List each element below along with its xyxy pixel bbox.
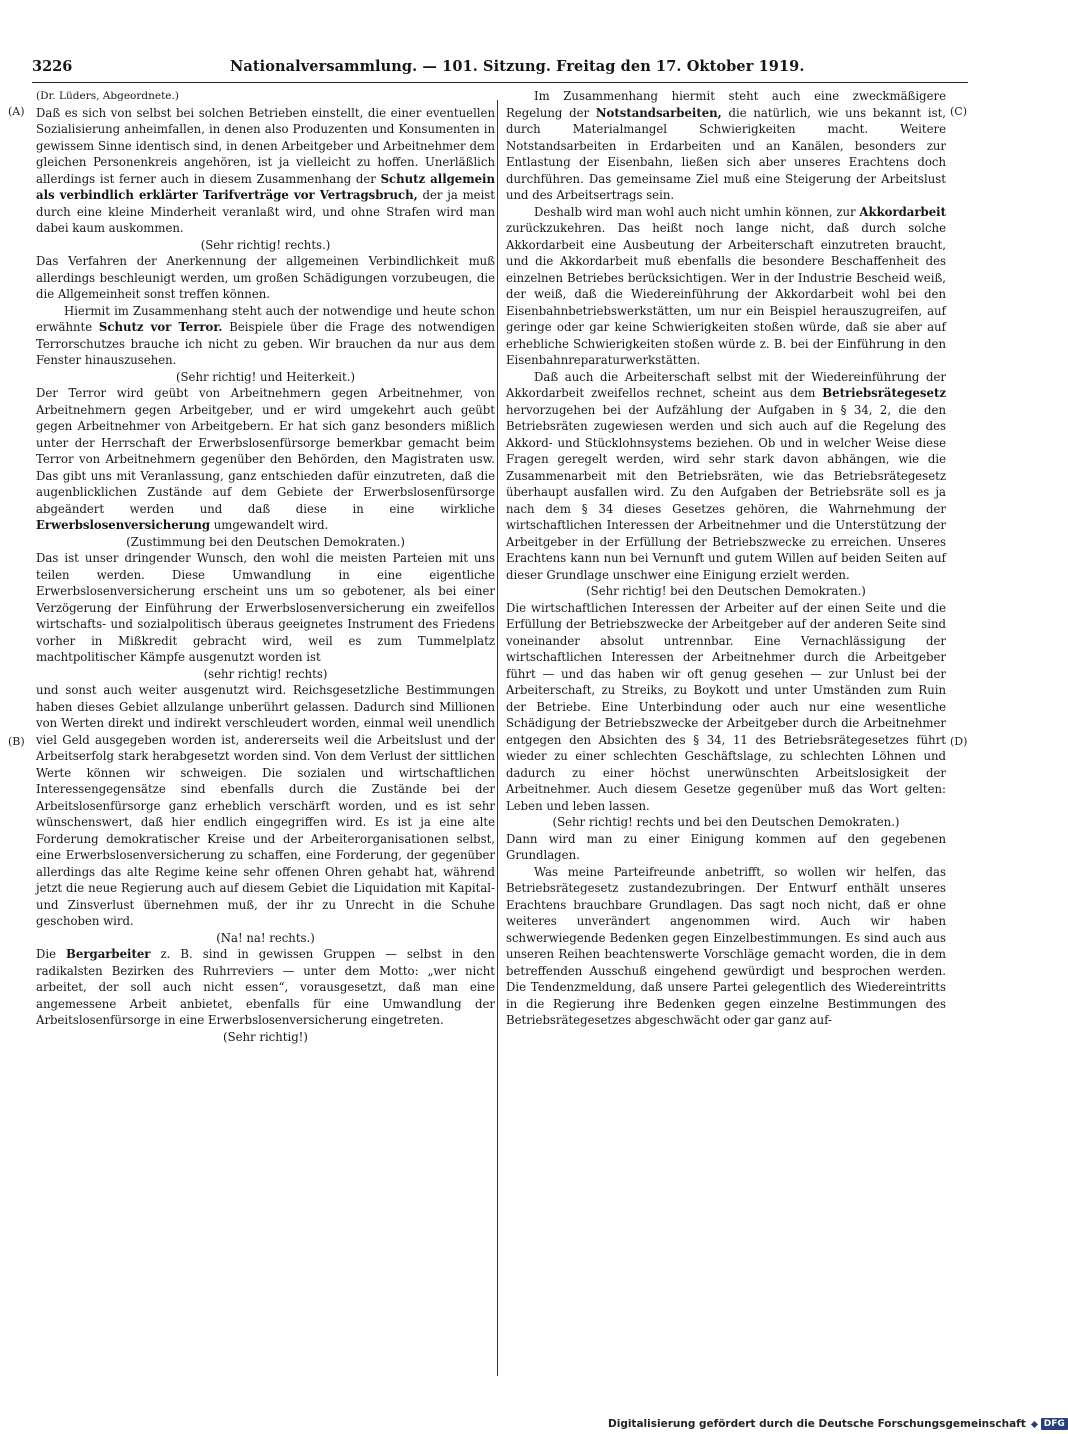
paragraph: Das ist unser dringender Wunsch, den wohl die meisten Parteien mit uns teilen werden. Diese Umwandlung in eine eigentliche Erwerbslosenversicherung erscheint uns um so gebotener, als bei einer Verzögerung der Einführung der Erwerbslosenversicherung ein zweifellos wirtschafts- und sozialpolitisch überaus geeignetes Instrument des Friedens vorher in Mißkredit gebracht wird, weil es zum Tummelplatz machtpolitischer Kämpfe ausgenutzt worden ist: [36, 551, 495, 664]
interjection: (Sehr richtig! rechts und bei den Deutschen Demokraten.): [552, 815, 900, 829]
margin-mark-b: (B): [8, 735, 25, 748]
paragraph: Deshalb wird man wohl auch nicht umhin können, zur Akkordarbeit zurückzukehren. Das heißt noch lange nicht, daß durch solche Akkordarbeit eine Ausbeutung der Arbeiterschaft einzutreten braucht, und die Akkordarbeit muß ebenfalls die besondere Beschaffenheit des einzelnen Betriebes berücksichtigen. Wer in der Industrie Bescheid weiß, der weiß, daß die Wiedereinführung der Akkordarbeit wohl bei den Eisenbahnbetriebswerkstätten, um nur ein Beispiel herauszugreifen, auf geringe oder gar keine Schwierigkeiten stoßen würde, daß sie aber auf erhebliche Schwierigkeiten stoßen würde z. B. bei der Einführung in den Eisenbahnreparaturwerkstätten.: [506, 204, 946, 367]
column-rule: [497, 100, 498, 1376]
page-header: [32, 58, 968, 82]
interjection: (Sehr richtig! und Heiterkeit.): [175, 369, 356, 384]
paragraph: Die wirtschaftlichen Interessen der Arbeiter auf der einen Seite und die Erfüllung der Betriebszwecke der Arbeitgeber auf der anderen Seite sind voneinander absolut untrennbar. Eine Vernachlässigung der wirtschaftlichen Interessen der Arbeitnehmer durch die Arbeitgeber führt — und das haben wir oft genug gesehen — zur Unlust bei der Arbeiterschaft, zu Streiks, zu Boykott und unter Umständen zum Ruin der Betriebe. Eine Unterbindung oder auch nur eine wesentliche Schädigung der Betriebszwecke der Arbeitgeber durch die Arbeitnehmer entgegen den Absichten des § 34, 11 des Betriebsrätegesetzes führt wieder zu einer schlechten Geschäftslage, zu schlechten Löhnen und dadurch zu einer höchst unerwünschten Arbeitslosigkeit der Arbeitnehmer. Auch diesem Gesetze gegenüber muß das Wort gelten: Leben und leben lassen.: [506, 600, 946, 813]
running-head: Nationalversammlung. — 101. Sitzung. Freitag den 17. Oktober 1919.: [230, 58, 805, 75]
emphasis: Akkordarbeit: [859, 204, 946, 219]
emphasis: Betriebsrätegesetz: [822, 386, 946, 400]
speaker-label: (Dr. Lüders, Abgeordnete.): [36, 90, 179, 102]
footer-text: Digitalisierung gefördert durch die Deutsche Forschungsgemeinschaft: [608, 1418, 1026, 1430]
emphasis: Schutz vor Terror.: [98, 320, 223, 334]
interjection: (Sehr richtig!): [223, 1029, 308, 1044]
paragraph: Das Verfahren der Anerkennung der allgemeinen Verbindlichkeit muß allerdings beschleunigt werden, um großen Schädigungen vorzubeugen, die die Allgemeinheit sonst treffen können.: [36, 254, 495, 301]
emphasis: Bergarbeiter: [66, 947, 151, 961]
margin-mark-a: (A): [8, 105, 25, 118]
paragraph: Dann wird man zu einer Einigung kommen auf den gegebenen Grundlagen.: [506, 831, 946, 862]
interjection: (Na! na! rechts.): [216, 930, 315, 945]
margin-mark-d: (D): [950, 735, 968, 748]
paragraph: Daß auch die Arbeiterschaft selbst mit der Wiedereinführung der Akkordarbeit zweifellos rechnet, scheint aus dem Betriebsrätegesetz hervorzugehen bei der Aufzählung der Aufgaben in § 34, 2, die den Betriebsräten zugewiesen werden und sich auch auf die Regelung des Akkord- und Stücklohnsystems beziehen. Ob und in welcher Weise diese Fragen geregelt werden, wird sehr stark davon abhängen, wie die Zusammenarbeit mit den Betriebsräten, wie das Betriebsrätegesetz überhaupt ausfallen wird. Zu den Aufgaben der Betriebsräte soll es ja nach dem § 34 dieses Gesetzes gehören, die Wahrnehmung der wirtschaftlichen Interessen der Arbeitnehmer und die Unterstützung der Arbeitgeber in der Erfüllung der Betriebszwecke zu erreichen. Unseres Erachtens kann nun bei Vernunft und gutem Willen auf beiden Seiten auf dieser Grundlage unschwer eine Einigung erzielt werden.: [506, 369, 946, 582]
right-column: [506, 88, 946, 1388]
dfg-logo: DFG: [1041, 1418, 1068, 1430]
page-number: 3226: [32, 58, 73, 75]
paragraph: und sonst auch weiter ausgenutzt wird. Reichsgesetzliche Bestimmungen haben dieses Gebiet allzulange unberührt gelassen. Dadurch sind Millionen von Werten direkt und indirekt verschleudert worden, einmal weil unendlich viel Geld ausgegeben worden ist, andererseits weil die Arbeitslust und der Arbeitserfolg stark herabgesetzt worden sind. Von dem Verlust der sittlichen Werte können wir schweigen. Die sozialen und wirtschaftlichen Interessengegensätze sind ebenfalls durch die Zustände bei der Arbeitslosenfürsorge ganz erheblich verschärft worden, und es ist sehr wünschenswert, daß hier endlich eingegriffen wird. Es ist ja eine alte Forderung demokratischer Kreise und der Arbeiterorganisationen selbst, eine Erwerbslosenversicherung zu schaffen, eine Forderung, der gegenüber allerdings das alte Regime keine sehr offenen Ohren gehabt hat, während jetzt die neue Regierung auch auf diesem Gebiet die Liquidation mit Kapital- und Zinsverlust übernehmen muß, der ihr zu Unrecht in die Schuhe geschoben wird.: [36, 683, 495, 928]
paragraph: Daß es sich von selbst bei solchen Betrieben einstellt, die einer eventuellen Sozialisierung anheimfallen, in denen also Produzenten und Konsumenten in gewissem Sinne identisch sind, in denen Arbeitgeber und Arbeitnehmer dem gleichen Personenkreis angehören, ist ja vielleicht zu hoffen. Unerläßlich allerdings ist ferner auch in diesem Zusammenhang der Schutz allgemein als verbindlich erklärter Tarifverträge vor Vertragsbruch, der ja meist durch eine kleine Minderheit veranlaßt wird, und ohne Strafen wird man dabei kaum auskommen.: [36, 105, 496, 235]
interjection: (Sehr richtig! rechts.): [200, 237, 331, 252]
footer-credit: [608, 1417, 1068, 1431]
interjection: (Sehr richtig! bei den Deutschen Demokraten.): [586, 584, 866, 598]
emphasis: Erwerbslosenversicherung: [36, 518, 210, 532]
emphasis: Notstandsarbeiten,: [595, 105, 722, 120]
paragraph: Der Terror wird geübt von Arbeitnehmern gegen Arbeitnehmer, von Arbeitnehmern gegen Arbeitgeber, und er wird umgekehrt auch geübt gegen Arbeitnehmer von Arbeitgebern. Er hat sich ganz besonders mißlich unter der Herrschaft der Erwerbslosenfürsorge bemerkbar gemacht beim Terror von Arbeitnehmern gegenüber den Behörden, den Magistraten usw. Das gibt uns mit Veranlassung, ganz entschieden dafür einzutreten, daß die augenblicklichen Zustände auf dem Gebiete der Erwerbslosenfürsorge abgeändert werden und daß diese in eine wirkliche Erwerbslosenversicherung umgewandelt wird.: [36, 386, 495, 532]
left-column: [36, 88, 495, 1388]
header-rule: [32, 82, 968, 83]
interjection: (sehr richtig! rechts): [203, 666, 328, 681]
margin-mark-c: (C): [950, 105, 967, 118]
paragraph: Im Zusammenhang hiermit steht auch eine zweckmäßigere Regelung der Notstandsarbeiten, die natürlich, wie uns bekannt ist, durch Materialmangel Schwierigkeiten macht. Weitere Notstandsarbeiten in Erdarbeiten und an Kanälen, besonders zur Entlastung der Eisenbahn, ließen sich aber unseres Erachtens doch durchführen. Das gemeinsame Ziel muß eine Steigerung der Arbeitslust und des Arbeitsertrags sein.: [506, 89, 946, 202]
dfg-diamond-icon: [1031, 1420, 1038, 1427]
paragraph: Die Bergarbeiter z. B. sind in gewissen Gruppen — selbst in den radikalsten Bezirken des Ruhrreviers — unter dem Motto: „wer nicht arbeitet, der soll auch nicht essen“, vorausgesetzt, daß man eine angemessene Arbeit anbietet, ebenfalls für eine Umwandlung der Arbeitslosenfürsorge in eine Erwerbslosenversicherung eingetreten.: [36, 947, 495, 1027]
interjection: (Zustimmung bei den Deutschen Demokraten.): [126, 534, 405, 549]
paragraph: Was meine Parteifreunde anbetrifft, so wollen wir helfen, das Betriebsrätegesetz zustandezubringen. Der Entwurf enthält unseres Erachtens brauchbare Grundlagen. Das sagt noch nicht, daß er ohne weiteres unverändert angenommen wird. Auch wir haben schwerwiegende Bedenken gegen Einzelbestimmungen. Es sind auch aus unseren Reihen beachtenswerte Vorschläge gemacht worden, die in dem betreffenden Ausschuß eingehend gewürdigt und besprochen werden. Die Tendenzmeldung, daß unsere Partei gelegentlich des Wiedereintritts in die Regierung ihre Bedenken gegen einzelne Bestimmungen des Betriebsrätegesetzes abgeschwächt oder gar ganz auf-: [506, 864, 946, 1027]
emphasis: Schutz allgemein als verbindlich erklärter Tarifverträge vor Vertragsbruch,: [36, 171, 495, 202]
paragraph: Hiermit im Zusammenhang steht auch der notwendige und heute schon erwähnte Schutz vor Terror. Beispiele über die Frage des notwendigen Terrorschutzes brauche ich nicht zu geben. Wir brauchen da nur aus dem Fenster hinauszusehen.: [36, 303, 495, 367]
